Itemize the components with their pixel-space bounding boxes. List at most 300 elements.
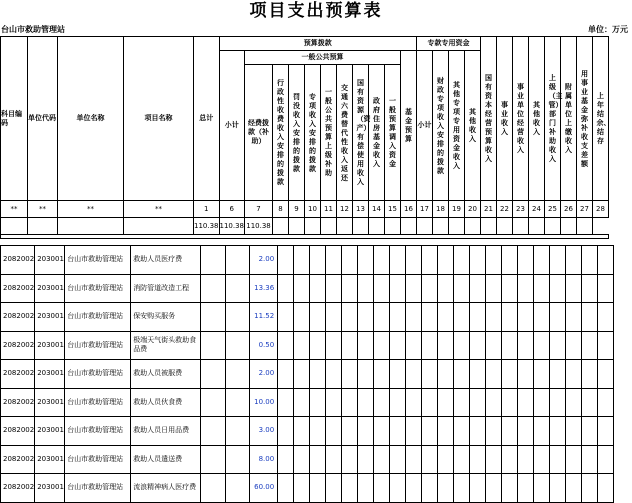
totals-total: 110.38 [194, 218, 220, 235]
row-unit-name: 台山市救助管理站 [65, 303, 131, 332]
row-empty-cell [438, 303, 454, 332]
row-empty-cell [550, 360, 566, 389]
row-empty-cell [358, 388, 374, 417]
row-unit-name: 台山市救助管理站 [65, 360, 131, 389]
row-empty-cell [582, 303, 598, 332]
row-empty-cell [358, 474, 374, 503]
index-cell: ** [124, 201, 194, 218]
row-empty-cell [502, 388, 518, 417]
row-empty-cell [294, 331, 310, 360]
header-c9: 罚没收入安排的拨款 [289, 65, 305, 201]
row-empty-cell [502, 445, 518, 474]
row-unit-code: 203001 [35, 474, 65, 503]
header-c15: 一般预算调入资金 [385, 65, 401, 201]
totals-row [1, 218, 609, 235]
table-row [1, 417, 614, 446]
row-subtotal [226, 303, 250, 332]
row-empty-cell [374, 474, 390, 503]
header-c19: 其他专项专用资金收入 [449, 51, 465, 201]
row-subtotal [226, 417, 250, 446]
index-cell: 15 [385, 201, 401, 218]
index-cell: 22 [497, 201, 513, 218]
row-empty-cell [534, 360, 550, 389]
row-empty-cell [486, 303, 502, 332]
row-empty-cell [294, 388, 310, 417]
row-empty-cell [502, 246, 518, 275]
row-project-name: 救助人员遣送费 [131, 445, 201, 474]
header-c14: 政府住房基金收入 [369, 65, 385, 201]
row-empty-cell [454, 274, 470, 303]
row-empty-cell [326, 417, 342, 446]
row-empty-cell [566, 246, 582, 275]
row-empty-cell [550, 303, 566, 332]
row-unit-code: 203001 [35, 331, 65, 360]
row-empty-cell [454, 474, 470, 503]
row-empty-cell [470, 417, 486, 446]
row-total [201, 417, 226, 446]
row-empty-cell [454, 360, 470, 389]
row-empty-cell [518, 303, 534, 332]
row-empty-cell [470, 360, 486, 389]
row-empty-cell [406, 474, 422, 503]
row-empty-cell [582, 331, 598, 360]
row-empty-cell [422, 274, 438, 303]
row-empty-cell [582, 360, 598, 389]
row-unit-code: 203001 [35, 274, 65, 303]
row-empty-cell [342, 274, 358, 303]
row-empty-cell [534, 246, 550, 275]
row-empty-cell [310, 388, 326, 417]
row-empty-cell [342, 388, 358, 417]
row-empty-cell [598, 246, 614, 275]
row-empty-cell [406, 274, 422, 303]
row-empty-cell [502, 474, 518, 503]
row-empty-cell [454, 417, 470, 446]
header-c24: 其他收入 [529, 37, 545, 201]
row-empty-cell [310, 360, 326, 389]
row-empty-cell [454, 445, 470, 474]
index-cell: 6 [219, 201, 245, 218]
index-cell: 16 [401, 201, 417, 218]
index-row [1, 201, 609, 218]
row-empty-cell [406, 445, 422, 474]
row-subject-code: 2082002 [1, 445, 35, 474]
index-cell: 26 [561, 201, 577, 218]
index-cell: 11 [321, 201, 337, 218]
row-empty-cell [422, 331, 438, 360]
row-empty-cell [310, 445, 326, 474]
row-project-name: 流浪精神病人医疗费 [131, 474, 201, 503]
row-unit-name: 台山市救助管理站 [65, 274, 131, 303]
row-subtotal [226, 474, 250, 503]
row-empty-cell [406, 303, 422, 332]
row-empty-cell [310, 274, 326, 303]
row-empty-cell [326, 388, 342, 417]
row-empty-cell [422, 388, 438, 417]
row-empty-cell [566, 388, 582, 417]
table-row [1, 303, 614, 332]
table-row [1, 331, 614, 360]
header-c13: 国有资源（资产）有偿使用收入 [353, 65, 369, 201]
row-empty-cell [518, 417, 534, 446]
index-cell: 17 [417, 201, 433, 218]
index-cell: 21 [481, 201, 497, 218]
row-empty-cell [406, 331, 422, 360]
row-empty-cell [518, 331, 534, 360]
row-empty-cell [294, 474, 310, 503]
row-empty-cell [534, 417, 550, 446]
index-cell: 24 [529, 201, 545, 218]
row-empty-cell [390, 417, 406, 446]
row-empty-cell [310, 246, 326, 275]
row-unit-name: 台山市救助管理站 [65, 388, 131, 417]
row-empty-cell [534, 331, 550, 360]
header-c26: 附属单位上缴收入 [561, 37, 577, 201]
row-empty-cell [598, 474, 614, 503]
row-fund-value: 3.00 [250, 417, 278, 446]
row-empty-cell [566, 303, 582, 332]
budget-table [0, 36, 609, 239]
row-empty-cell [358, 445, 374, 474]
header-fund-grant: 经费拨款（补助） [245, 65, 273, 201]
row-empty-cell [422, 445, 438, 474]
row-empty-cell [582, 246, 598, 275]
row-empty-cell [310, 331, 326, 360]
row-empty-cell [502, 331, 518, 360]
row-empty-cell [358, 417, 374, 446]
row-total [201, 303, 226, 332]
currency-unit-label: 单位：万元 [588, 25, 628, 34]
index-cell: 7 [245, 201, 273, 218]
row-empty-cell [342, 474, 358, 503]
row-empty-cell [470, 331, 486, 360]
row-empty-cell [598, 360, 614, 389]
row-empty-cell [326, 331, 342, 360]
row-empty-cell [374, 388, 390, 417]
page-title: 项目支出预算表 [249, 1, 383, 21]
row-fund-value: 60.00 [250, 474, 278, 503]
row-empty-cell [550, 388, 566, 417]
row-empty-cell [278, 274, 294, 303]
header-c11: 一般公共预算上级补助 [321, 65, 337, 201]
row-empty-cell [374, 331, 390, 360]
header-c17: 小计 [417, 51, 433, 201]
row-empty-cell [438, 331, 454, 360]
row-empty-cell [598, 445, 614, 474]
row-subtotal [226, 360, 250, 389]
row-project-name: 消防管道改造工程 [131, 274, 201, 303]
row-empty-cell [278, 331, 294, 360]
row-empty-cell [422, 303, 438, 332]
row-empty-cell [566, 417, 582, 446]
header-subtotal: 小计 [219, 51, 245, 201]
row-empty-cell [406, 388, 422, 417]
row-subject-code: 2082002 [1, 274, 35, 303]
header-c18: 财政专项收入安排的拨款 [433, 51, 449, 201]
row-total [201, 360, 226, 389]
header-general-public-budget: 一般公共预算 [245, 51, 401, 65]
row-empty-cell [470, 274, 486, 303]
unit-name-label: 台山市救助管理站 [1, 25, 65, 34]
row-empty-cell [342, 246, 358, 275]
header-unit-name: 单位名称 [58, 37, 124, 201]
row-empty-cell [278, 417, 294, 446]
totals-empty [28, 218, 58, 235]
row-empty-cell [502, 303, 518, 332]
row-empty-cell [534, 274, 550, 303]
row-subject-code: 2082002 [1, 331, 35, 360]
header-c25: 上级（主管）部门补助收入 [545, 37, 561, 201]
row-project-name: 救助人员伙食费 [131, 388, 201, 417]
row-total [201, 388, 226, 417]
header-c23: 事业单位经营收入 [513, 37, 529, 201]
row-empty-cell [518, 274, 534, 303]
row-subtotal [226, 331, 250, 360]
row-empty-cell [390, 274, 406, 303]
header-c20: 其他收入 [465, 51, 481, 201]
header-budget-grant: 预算拨款 [219, 37, 417, 51]
row-unit-code: 203001 [35, 360, 65, 389]
row-unit-code: 203001 [35, 303, 65, 332]
row-empty-cell [358, 274, 374, 303]
row-empty-cell [358, 246, 374, 275]
row-subtotal [226, 274, 250, 303]
row-empty-cell [486, 445, 502, 474]
row-empty-cell [518, 388, 534, 417]
row-empty-cell [470, 445, 486, 474]
row-unit-code: 203001 [35, 246, 65, 275]
row-empty-cell [342, 331, 358, 360]
header-total: 总计 [194, 37, 220, 201]
row-empty-cell [566, 331, 582, 360]
table-row [1, 360, 614, 389]
totals-subtotal: 110.38 [219, 218, 245, 235]
row-empty-cell [582, 474, 598, 503]
row-empty-cell [390, 474, 406, 503]
row-empty-cell [518, 360, 534, 389]
row-empty-cell [550, 474, 566, 503]
table-row [1, 274, 614, 303]
row-empty-cell [422, 474, 438, 503]
index-cell: 19 [449, 201, 465, 218]
header-c8: 行政性收费收入安排的拨款 [273, 65, 289, 201]
index-cell: ** [1, 201, 28, 218]
row-empty-cell [374, 417, 390, 446]
row-empty-cell [342, 417, 358, 446]
data-table [0, 245, 614, 503]
row-empty-cell [534, 474, 550, 503]
row-empty-cell [438, 246, 454, 275]
row-empty-cell [502, 360, 518, 389]
row-empty-cell [534, 388, 550, 417]
index-cell: ** [28, 201, 58, 218]
row-empty-cell [326, 445, 342, 474]
index-cell: 23 [513, 201, 529, 218]
row-empty-cell [422, 360, 438, 389]
row-empty-cell [550, 331, 566, 360]
row-unit-name: 台山市救助管理站 [65, 474, 131, 503]
row-subtotal [226, 388, 250, 417]
row-empty-cell [438, 417, 454, 446]
row-empty-cell [582, 445, 598, 474]
row-total [201, 445, 226, 474]
row-empty-cell [294, 246, 310, 275]
index-cell: 8 [273, 201, 289, 218]
row-total [201, 246, 226, 275]
row-empty-cell [406, 246, 422, 275]
row-empty-cell [470, 246, 486, 275]
row-empty-cell [342, 445, 358, 474]
header-c22: 事业收入 [497, 37, 513, 201]
row-empty-cell [486, 274, 502, 303]
row-subtotal [226, 246, 250, 275]
index-cell: 13 [353, 201, 369, 218]
row-empty-cell [390, 388, 406, 417]
row-empty-cell [470, 388, 486, 417]
header-c10: 专项收入安排的拨款 [305, 65, 321, 201]
row-empty-cell [438, 474, 454, 503]
spacer-row [1, 235, 609, 239]
index-cell: 10 [305, 201, 321, 218]
row-empty-cell [390, 303, 406, 332]
row-empty-cell [278, 445, 294, 474]
table-row [1, 474, 614, 503]
row-project-name: 救助人员被服费 [131, 360, 201, 389]
row-unit-code: 203001 [35, 417, 65, 446]
row-empty-cell [566, 474, 582, 503]
row-empty-cell [470, 303, 486, 332]
index-cell: 14 [369, 201, 385, 218]
header-c16: 基金预算 [401, 51, 417, 201]
index-cell: 27 [577, 201, 593, 218]
row-total [201, 331, 226, 360]
row-empty-cell [550, 417, 566, 446]
row-fund-value: 10.00 [250, 388, 278, 417]
header-c28: 上年结余、结存 [593, 37, 609, 201]
row-fund-value: 2.00 [250, 360, 278, 389]
totals-empty [1, 218, 28, 235]
row-empty-cell [278, 474, 294, 503]
totals-fund: 110.38 [245, 218, 273, 235]
index-cell: 25 [545, 201, 561, 218]
row-empty-cell [278, 246, 294, 275]
row-empty-cell [390, 246, 406, 275]
row-empty-cell [598, 417, 614, 446]
row-empty-cell [486, 417, 502, 446]
index-cell: ** [58, 201, 124, 218]
row-empty-cell [422, 246, 438, 275]
row-unit-name: 台山市救助管理站 [65, 417, 131, 446]
row-empty-cell [550, 246, 566, 275]
row-empty-cell [326, 303, 342, 332]
row-empty-cell [486, 331, 502, 360]
row-empty-cell [310, 474, 326, 503]
row-empty-cell [294, 274, 310, 303]
table-row [1, 246, 614, 275]
row-empty-cell [454, 331, 470, 360]
row-empty-cell [406, 360, 422, 389]
index-cell: 18 [433, 201, 449, 218]
row-empty-cell [534, 303, 550, 332]
header-unit-code: 单位代码 [28, 37, 58, 201]
row-fund-value: 2.00 [250, 246, 278, 275]
row-empty-cell [422, 417, 438, 446]
header-subject-code: 科目编码 [1, 37, 28, 201]
index-cell: 12 [337, 201, 353, 218]
index-cell: 9 [289, 201, 305, 218]
row-fund-value: 13.36 [250, 274, 278, 303]
row-empty-cell [486, 246, 502, 275]
row-empty-cell [326, 246, 342, 275]
header-c27: 用事业基金弥补收支差额 [577, 37, 593, 201]
header-c12: 交通六费替代性收入返还 [337, 65, 353, 201]
row-unit-name: 台山市救助管理站 [65, 331, 131, 360]
row-project-name: 救助人员日用品费 [131, 417, 201, 446]
row-empty-cell [550, 274, 566, 303]
row-empty-cell [502, 274, 518, 303]
row-empty-cell [470, 474, 486, 503]
row-empty-cell [390, 331, 406, 360]
row-empty-cell [438, 274, 454, 303]
row-empty-cell [342, 360, 358, 389]
row-project-name: 极端天气街头救助食品费 [131, 331, 201, 360]
row-empty-cell [358, 303, 374, 332]
index-cell: 28 [593, 201, 609, 218]
row-empty-cell [438, 445, 454, 474]
row-fund-value: 8.00 [250, 445, 278, 474]
row-total [201, 274, 226, 303]
totals-empty [124, 218, 194, 235]
header-c21: 国有资本经营预算收入 [481, 37, 497, 201]
index-cell: 20 [465, 201, 481, 218]
row-empty-cell [550, 445, 566, 474]
row-empty-cell [486, 360, 502, 389]
row-unit-name: 台山市救助管理站 [65, 445, 131, 474]
row-empty-cell [566, 445, 582, 474]
row-empty-cell [438, 388, 454, 417]
row-unit-name: 台山市救助管理站 [65, 246, 131, 275]
row-subtotal [226, 445, 250, 474]
row-empty-cell [374, 445, 390, 474]
row-empty-cell [454, 388, 470, 417]
row-empty-cell [598, 388, 614, 417]
row-empty-cell [566, 274, 582, 303]
row-empty-cell [374, 246, 390, 275]
row-empty-cell [406, 417, 422, 446]
row-project-name: 救助人员医疗费 [131, 246, 201, 275]
row-empty-cell [486, 474, 502, 503]
row-empty-cell [358, 360, 374, 389]
row-empty-cell [374, 360, 390, 389]
row-fund-value: 0.50 [250, 331, 278, 360]
row-fund-value: 11.52 [250, 303, 278, 332]
row-empty-cell [534, 445, 550, 474]
row-empty-cell [390, 360, 406, 389]
row-empty-cell [326, 474, 342, 503]
row-empty-cell [278, 388, 294, 417]
row-empty-cell [374, 303, 390, 332]
row-total [201, 474, 226, 503]
table-row [1, 388, 614, 417]
row-empty-cell [582, 417, 598, 446]
row-empty-cell [310, 417, 326, 446]
row-empty-cell [278, 360, 294, 389]
row-empty-cell [454, 246, 470, 275]
row-subject-code: 2082002 [1, 417, 35, 446]
row-subject-code: 2082002 [1, 246, 35, 275]
index-cell: 1 [194, 201, 220, 218]
row-empty-cell [566, 360, 582, 389]
